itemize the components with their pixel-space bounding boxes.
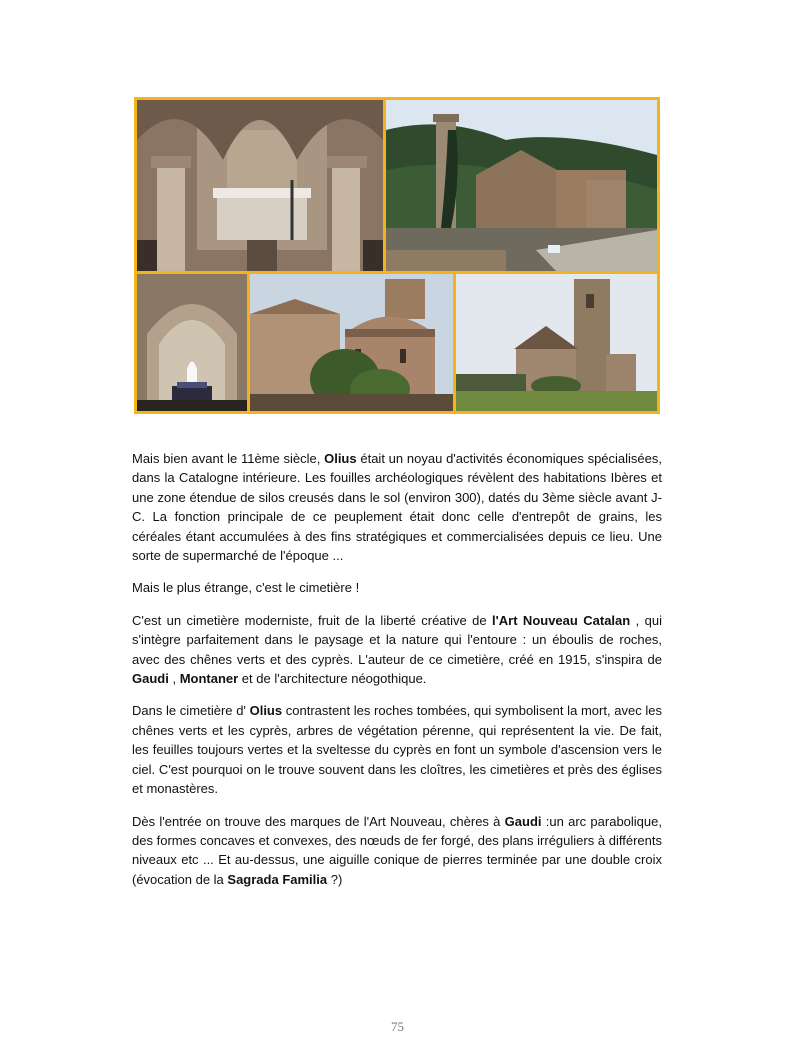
photo-collage [134,97,660,414]
bold-term: l'Art Nouveau Catalan [492,612,631,628]
bold-term: Olius [324,451,357,466]
church-apse-village-photo [250,274,453,411]
text-run: C'est un cimetière moderniste, fruit de la liberté créative de [132,612,493,628]
text-run: et de l'architecture néogothique. [238,671,427,687]
bold-term: Montaner [179,671,239,687]
text-run: Dès l'entrée on trouve des marques de l'Art Nouveau, chères à [132,813,505,829]
paragraph-3 [132,611,662,689]
text-run: , qui s'intègre parfaitement dans le paysage et la nature qui l'entoure : un éboulis de roches, avec des chênes verts et des cyprès. L'auteur de ce cimetière, créé en 1915, s'inspira de [132,612,662,667]
church-tower-field-photo [456,274,657,411]
bold-term: Gaudi [504,813,542,829]
apse-interior-window-photo [137,274,247,411]
text-run: Mais bien avant le 11ème siècle, [132,451,325,466]
text-run: Dans le cimetière d' [132,703,250,719]
text-run: Mais le plus étrange, c'est le cimetière ! [132,580,360,596]
bold-term: Olius [249,703,283,719]
paragraph-1 [132,449,662,565]
paragraph-4 [132,701,662,798]
bold-term: Sagrada Familia [227,871,328,887]
paragraph-5 [132,812,662,890]
text-run: , [168,671,180,687]
text-run: était un noyau d'activités économiques spécialisées, dans la Catalogne intérieure. Les fouilles archéologiques révèlent des habitations Ibères et une zone étendue de silos creusés dans le sol (environ 300), datés du 3ème siècle avant J-C. La fonction principale de ce peuplement était donc celle d'entrepôt de grains, les céréales étant accumulées à des fins stratégiques et commercialisées depuis ce lieu. Une sorte de supermarché de l'époque ... [132,451,662,564]
text-run: ?) [327,871,343,887]
page-number: 75 [391,1019,404,1034]
text-run: :un arc parabolique, des formes concaves et convexes, des nœuds de fer forgé, des plans irréguliers à différents niveaux etc ... Et au-dessus, une aiguille conique de pierres terminée par une double croix (évocation de la [132,813,662,887]
bold-term: Gaudi [132,671,169,687]
paragraph-2 [132,578,662,597]
text-run: contrastent les roches tombées, qui symbolisent la mort, avec les chênes verts et les cyprès, arbres de végétation pérenne, qui représentent la vie. De fait, les feuilles toujours vertes et la sveltesse du cyprès en font un symbole d'ascension vers le ciel. C'est pourquoi on le trouve souvent dans les cloîtres, les cimetières et près des églises et monastères. [132,703,662,797]
church-bell-tower-hill-photo [386,100,657,271]
crypt-altar-arches-photo [137,100,383,271]
body-text [132,449,662,902]
